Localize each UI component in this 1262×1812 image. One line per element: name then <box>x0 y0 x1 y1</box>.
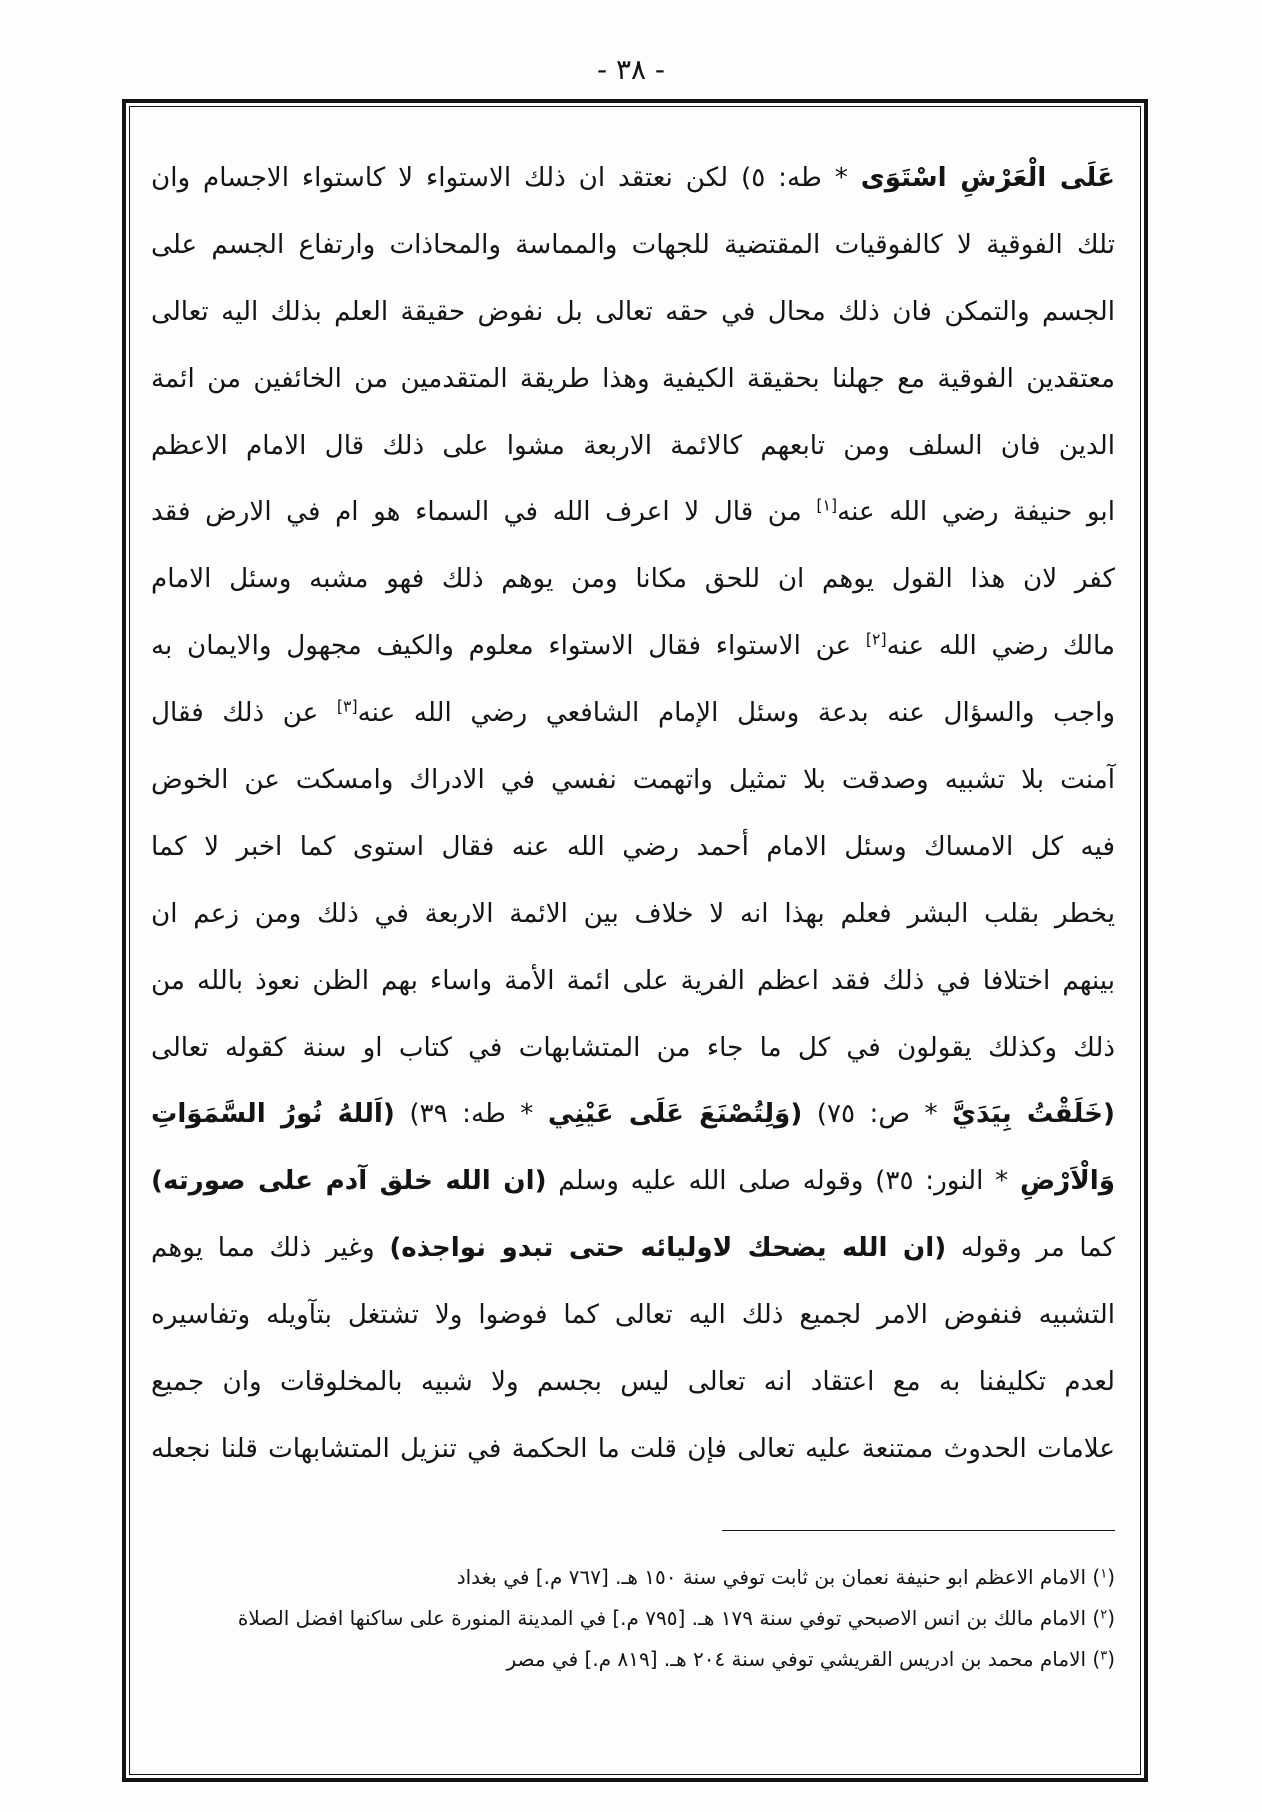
footnote <box>151 1557 1115 1598</box>
text-line <box>151 613 1115 680</box>
text-run: * النور: ٣٥) وقوله صلى الله عليه وسلم <box>546 1166 1020 1197</box>
text-run: علامات الحدوث ممتنعة عليه تعالى فإن قلت ما الحكمة في تنزيل المتشابهات قلنا نجعله <box>151 1433 1115 1464</box>
footnote-number: ٣ <box>1100 1648 1108 1664</box>
text-run: * طه: ٣٩) <box>394 1099 548 1130</box>
text-run: ابو حنيفة رضي الله عنه <box>837 497 1115 528</box>
footnote-separator <box>722 1530 1115 1531</box>
quran-quote: (اَللهُ نُورُ السَّمَوَاتِ <box>151 1099 395 1130</box>
text-run: يخطر بقلب البشر فعلم بهذا انه لا خلاف بين الائمة الاربعة في ذلك ومن زعم ان <box>151 898 1115 929</box>
quran-quote: (وَلِتُصْنَعَ عَلَى عَيْنِي <box>547 1099 803 1130</box>
quran-quote: عَلَى الْعَرْشِ اسْتَوَى <box>860 163 1115 193</box>
footnote-text: ) الامام الاعظم ابو حنيفة نعمان بن ثابت توفي سنة ١٥٠ هـ. [٧٦٧ م.] في بغداد <box>456 1565 1101 1589</box>
text-line <box>151 680 1115 747</box>
text-line <box>151 1416 1115 1483</box>
text-run: بينهم اختلافا في ذلك فقد اعظم الفرية على ائمة الأمة واساء بهم الظن نعوذ بالله من <box>151 965 1115 996</box>
text-run: * ص: ٧٥) <box>802 1099 953 1130</box>
text-line <box>151 279 1115 346</box>
footnote-paren: ( <box>1107 1647 1115 1671</box>
text-run: * طه: ٥) لكن نعتقد ان ذلك الاستواء لا كاستواء الاجسام وان <box>151 163 861 193</box>
text-run: الدين فان السلف ومن تابعهم كالائمة الاربعة مشوا على ذلك قال الامام الاعظم <box>151 430 1115 461</box>
text-run: مالك رضي الله عنه <box>886 631 1115 662</box>
text-line <box>151 546 1115 613</box>
text-line <box>151 479 1115 546</box>
footnote-number: ٢ <box>1100 1607 1108 1623</box>
text-run: معتقدين الفوقية مع جهلنا بحقيقة الكيفية وهذا طريقة المتقدمين من الخائفين من ائمة <box>151 363 1115 394</box>
text-run: كفر لان هذا القول يوهم ان للحق مكانا ومن يوهم ذلك فهو مشبه وسئل الامام <box>151 564 1115 595</box>
footnote-ref: [٣] <box>336 696 358 716</box>
text-line <box>151 881 1115 948</box>
text-run: وغير ذلك مما يوهم <box>151 1233 390 1264</box>
text-run: تلك الفوقية لا كالفوقيات المقتضية للجهات والمماسة والمحاذات وارتفاع الجسم على <box>151 229 1115 260</box>
footnote-text: ) الامام مالك بن انس الاصبحي توفي سنة ١٧٩ هـ. [٧٩٥ م.] في المدينة المنورة على ساكنها افضل الصلاة <box>237 1606 1101 1630</box>
text-line <box>151 212 1115 279</box>
footnote <box>151 1639 1115 1680</box>
hadith-quote: (ان الله خلق آدم على صورته) <box>151 1166 547 1197</box>
page-frame <box>122 99 1148 1782</box>
text-run: كما مر وقوله <box>946 1233 1116 1264</box>
text-line <box>151 346 1115 413</box>
footnote-ref: [٢] <box>865 629 887 649</box>
text-line <box>151 145 1115 212</box>
quran-quote: (خَلَقْتُ بِيَدَيَّ <box>952 1099 1116 1130</box>
quran-quote: وَالْاَرْضِ <box>1019 1166 1115 1197</box>
text-line <box>151 747 1115 814</box>
footnote-paren: ( <box>1107 1606 1115 1630</box>
text-line <box>151 1349 1115 1416</box>
text-run: عن ذلك فقال <box>151 698 337 729</box>
footnote <box>151 1598 1115 1639</box>
footnotes <box>151 1557 1115 1680</box>
text-line <box>151 814 1115 881</box>
text-run: آمنت بلا تشبيه وصدقت بلا تمثيل واتهمت نفسي في الادراك وامسكت عن الخوض <box>151 765 1115 796</box>
text-run: عن الاستواء فقال الاستواء معلوم والكيف مجهول والايمان به <box>151 631 866 662</box>
text-run: واجب والسؤال عنه بدعة وسئل الإمام الشافعي رضي الله عنه <box>357 698 1115 729</box>
footnote-number: ١ <box>1100 1566 1108 1582</box>
main-text <box>151 145 1115 1483</box>
text-run: من قال لا اعرف الله في السماء هو ام في الارض فقد <box>151 497 817 528</box>
text-line <box>151 1081 1115 1148</box>
page-number: - ٣٨ - <box>596 53 666 86</box>
footnote-text: ) الامام محمد بن ادريس القريشي توفي سنة ٢٠٤ هـ. [٨١٩ م.] في مصر <box>506 1647 1101 1671</box>
text-run: ذلك وكذلك يقولون في كل ما جاء من المتشابهات في كتاب او سنة كقوله تعالى <box>151 1032 1115 1063</box>
text-run: الجسم والتمكن فان ذلك محال في حقه تعالى بل نفوض حقيقة العلم بذلك اليه تعالى <box>151 296 1115 327</box>
footnote-ref: [١] <box>816 496 838 516</box>
hadith-quote: (ان الله يضحك لاوليائه حتى تبدو نواجذه) <box>389 1233 947 1264</box>
footnote-paren: ( <box>1107 1565 1115 1589</box>
text-run: التشبيه فنفوض الامر لجميع ذلك اليه تعالى كما فوضوا ولا تشتغل بتآويله وتفاسيره <box>151 1300 1115 1331</box>
text-line <box>151 1215 1115 1282</box>
text-run: لعدم تكليفنا به مع اعتقاد انه تعالى ليس بجسم ولا شبيه بالمخلوقات وان جميع <box>151 1367 1115 1398</box>
text-run: فيه كل الامساك وسئل الامام أحمد رضي الله عنه فقال استوى كما اخبر لا كما <box>151 831 1115 862</box>
text-line <box>151 1015 1115 1082</box>
text-line <box>151 1282 1115 1349</box>
text-line <box>151 1148 1115 1215</box>
text-line <box>151 413 1115 480</box>
text-line <box>151 948 1115 1015</box>
